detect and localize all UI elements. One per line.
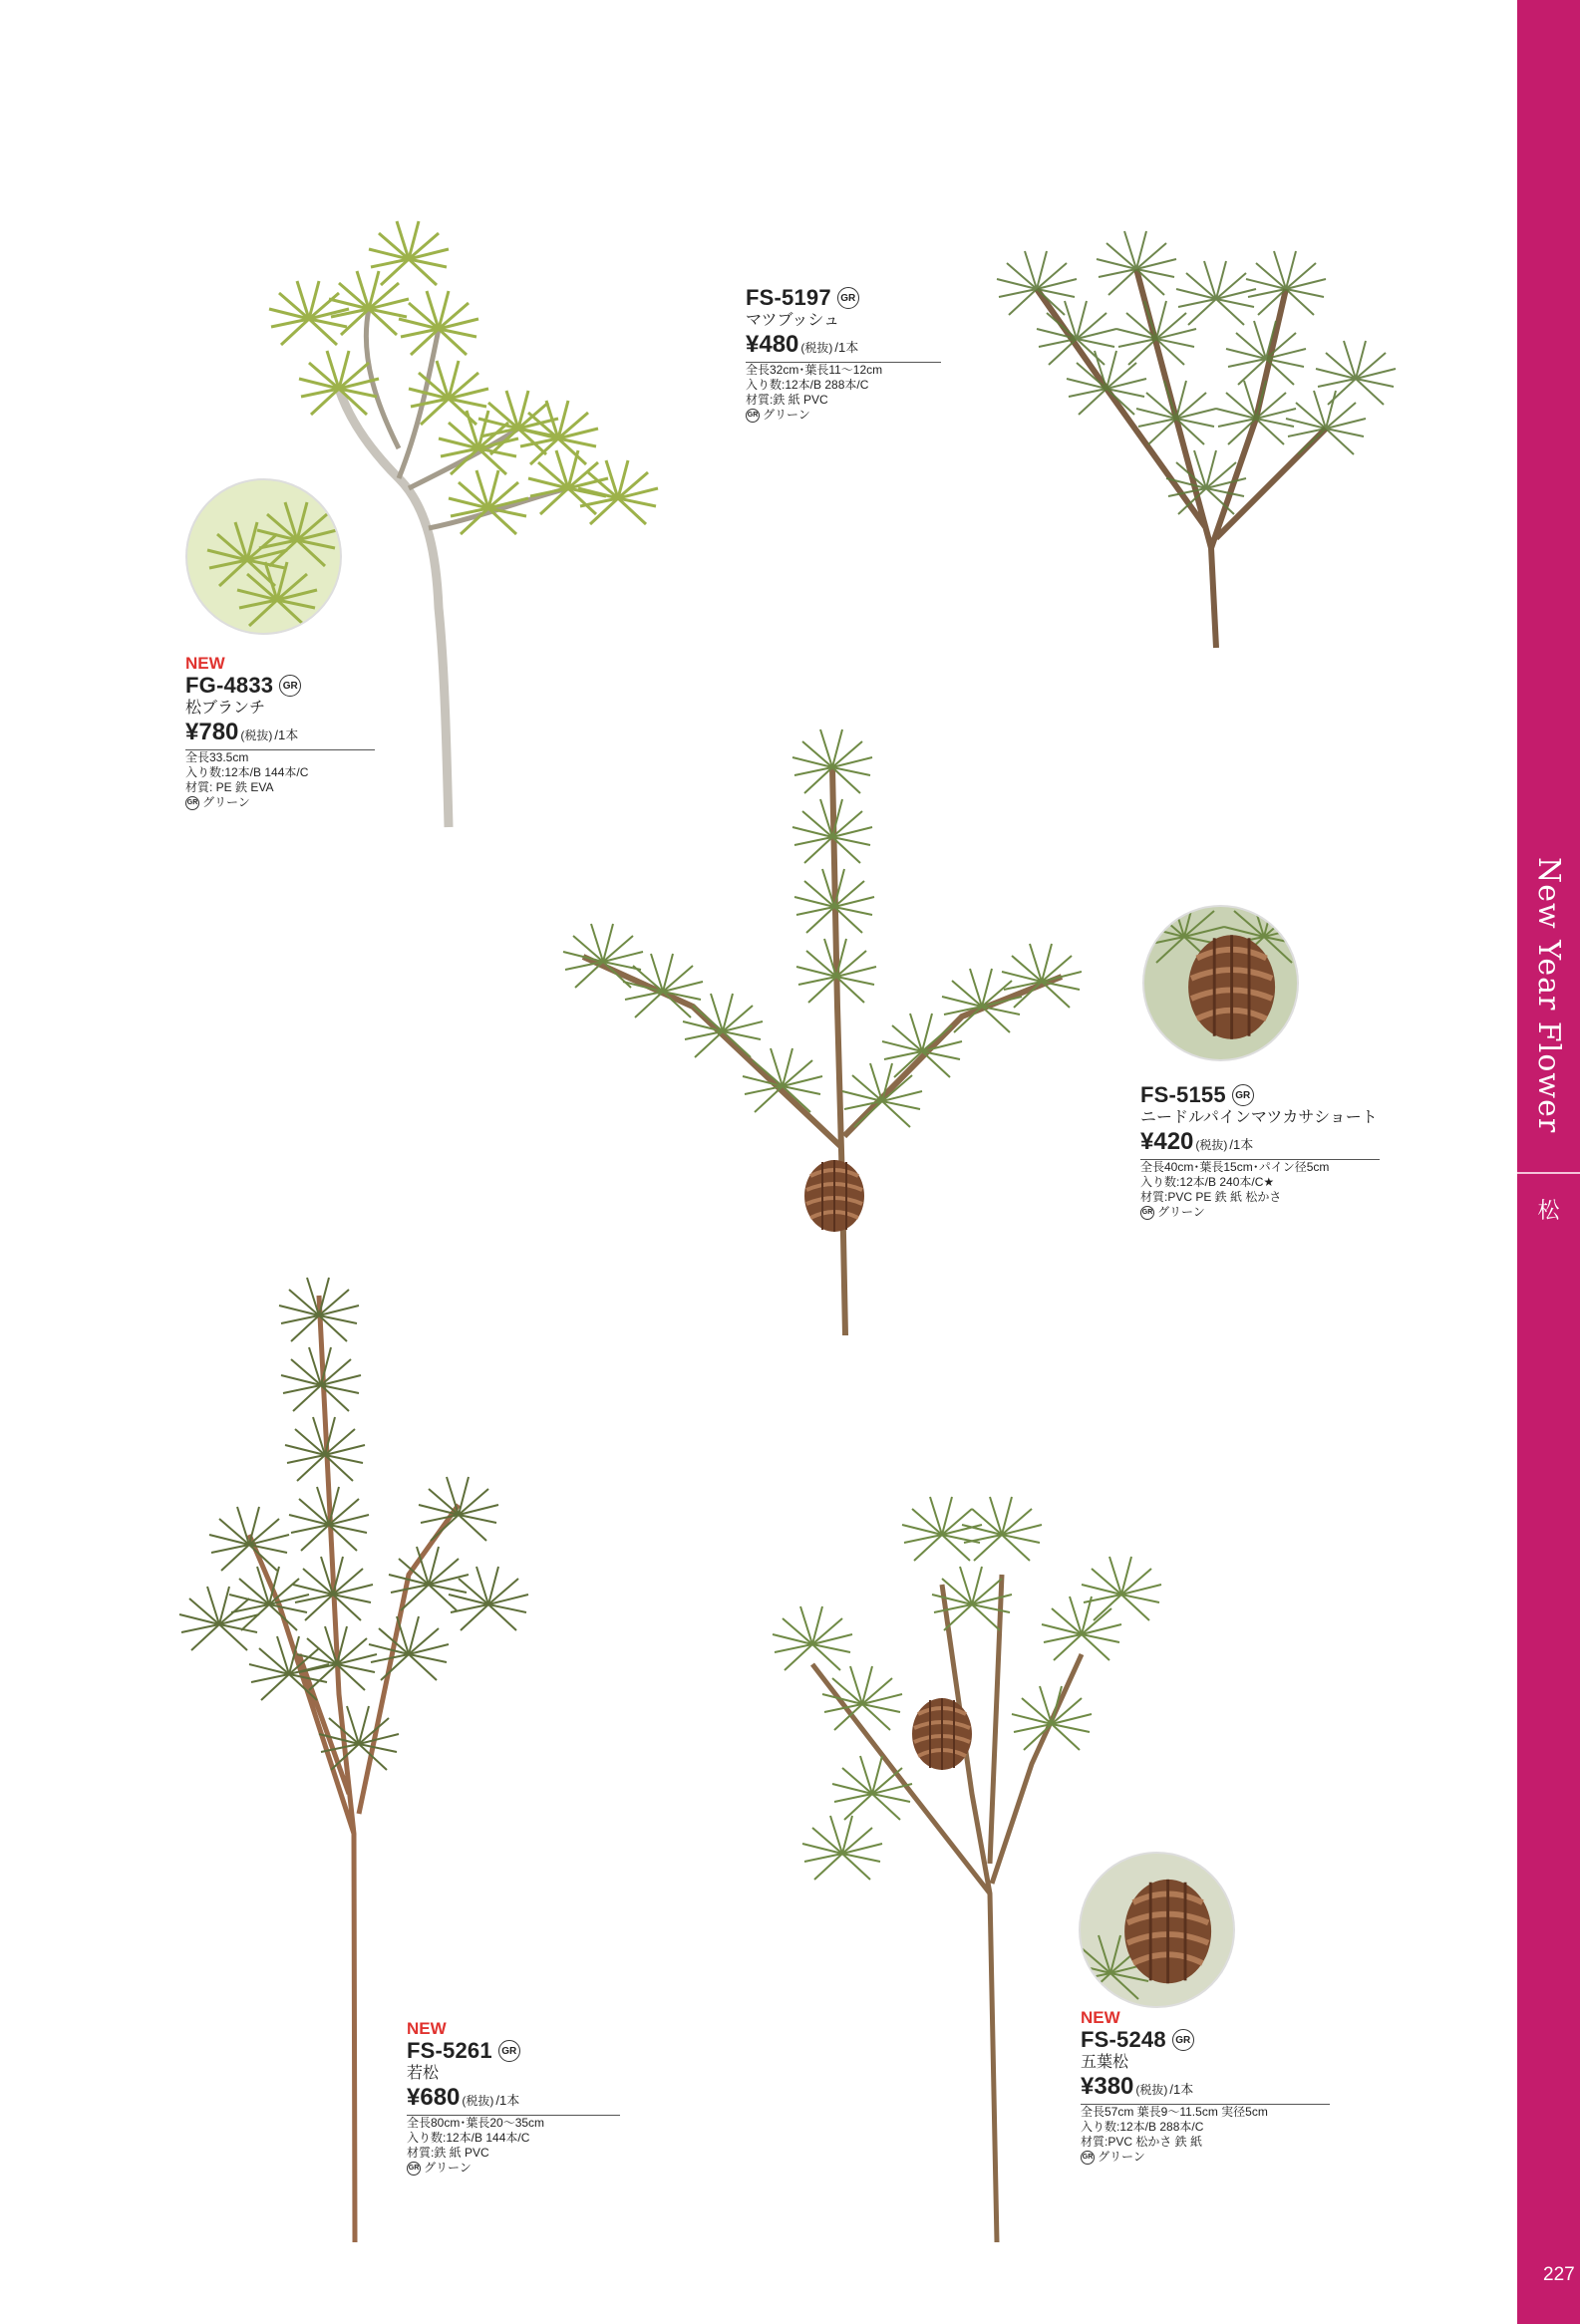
spec-size: 全長33.5cm [185, 750, 249, 764]
gr-color-mark-icon: GR [1232, 1084, 1254, 1106]
new-badge: NEW [185, 654, 225, 673]
product-name: 五葉松 [1081, 2054, 1129, 2071]
fs-5155-photo [543, 708, 1082, 1345]
product-code: FS-5261 [407, 2038, 492, 2063]
product-name: 松ブランチ [185, 700, 266, 717]
unit-label: /1本 [834, 340, 859, 355]
fg-4833-detail-photo [185, 478, 342, 635]
side-tab-title: New Year Flower [1531, 857, 1566, 1134]
spec-quantity: 入り数:12本/B 144本/C [407, 2131, 530, 2145]
gr-color-mark-icon: GR [279, 675, 301, 697]
product-fs-5197 [746, 285, 941, 423]
spec-size: 全長40cm･葉長15cm･パイン径5cm [1140, 1160, 1330, 1174]
product-name: 若松 [407, 2065, 440, 2082]
spec-material: 材質:PVC PE 鉄 紙 松かさ [1140, 1190, 1282, 1204]
product-price: ¥380 [1081, 2073, 1134, 2100]
spec-color: グリーン [424, 2161, 472, 2175]
gr-color-mark-icon: GR [407, 2162, 421, 2176]
spec-color: グリーン [1098, 2150, 1145, 2164]
tax-label: (税抜) [800, 341, 833, 355]
spec-color: グリーン [763, 408, 810, 422]
product-price: ¥780 [185, 719, 239, 745]
fs-5197-photo [957, 169, 1425, 658]
product-fs-5155 [1140, 1082, 1380, 1220]
gr-color-mark-icon: GR [1140, 1206, 1154, 1220]
unit-label: /1本 [1229, 1137, 1254, 1152]
spec-material: 材質:鉄 紙 PVC [746, 393, 828, 407]
fs-5248-detail-photo [1079, 1852, 1235, 2008]
spec-quantity: 入り数:12本/B 144本/C [185, 765, 309, 779]
side-tab-subtitle: 松 [1537, 1199, 1560, 1224]
page-number: 227 [1543, 2264, 1575, 2285]
unit-label: /1本 [274, 727, 299, 742]
product-fs-5248 [1081, 2008, 1330, 2165]
spec-quantity: 入り数:12本/B 288本/C [746, 378, 869, 392]
new-badge: NEW [407, 2019, 447, 2038]
product-name: マツブッシュ [746, 312, 840, 329]
spec-material: 材質:PVC 松かさ 鉄 紙 [1081, 2135, 1203, 2149]
spec-size: 全長80cm･葉長20～35cm [407, 2116, 545, 2130]
gr-color-mark-icon: GR [837, 287, 859, 309]
tax-label: (税抜) [240, 728, 273, 742]
unit-label: /1本 [1169, 2082, 1194, 2097]
product-price: ¥680 [407, 2084, 461, 2111]
spec-size: 全長57cm 葉長9～11.5cm 実径5cm [1081, 2105, 1268, 2119]
product-fs-5261 [407, 2019, 620, 2176]
spec-material: 材質: PE 鉄 EVA [185, 780, 274, 794]
spec-size: 全長32cm･葉長11～12cm [746, 363, 883, 377]
gr-color-mark-icon: GR [1081, 2151, 1095, 2165]
product-code: FS-5248 [1081, 2027, 1166, 2052]
product-code: FG-4833 [185, 673, 274, 698]
product-fg-4833 [185, 654, 375, 810]
spec-color: グリーン [202, 795, 250, 809]
tax-label: (税抜) [462, 2094, 494, 2108]
tax-label: (税抜) [1135, 2083, 1168, 2097]
new-badge: NEW [1081, 2008, 1120, 2027]
product-code: FS-5197 [746, 285, 831, 310]
gr-color-mark-icon: GR [746, 409, 760, 423]
spec-color: グリーン [1157, 1205, 1205, 1219]
product-price: ¥480 [746, 331, 799, 358]
spec-quantity: 入り数:12本/B 288本/C [1081, 2120, 1204, 2134]
tax-label: (税抜) [1195, 1138, 1228, 1152]
gr-color-mark-icon: GR [498, 2040, 520, 2062]
fs-5155-detail-photo [1142, 905, 1299, 1061]
gr-color-mark-icon: GR [185, 796, 199, 810]
spec-quantity: 入り数:12本/B 240本/C★ [1140, 1175, 1275, 1189]
unit-label: /1本 [495, 2093, 520, 2108]
product-price: ¥420 [1140, 1128, 1194, 1155]
gr-color-mark-icon: GR [1172, 2029, 1194, 2051]
spec-material: 材質:鉄 紙 PVC [407, 2146, 489, 2160]
product-name: ニードルパインマツカサショート [1140, 1109, 1378, 1126]
product-code: FS-5155 [1140, 1082, 1226, 1107]
